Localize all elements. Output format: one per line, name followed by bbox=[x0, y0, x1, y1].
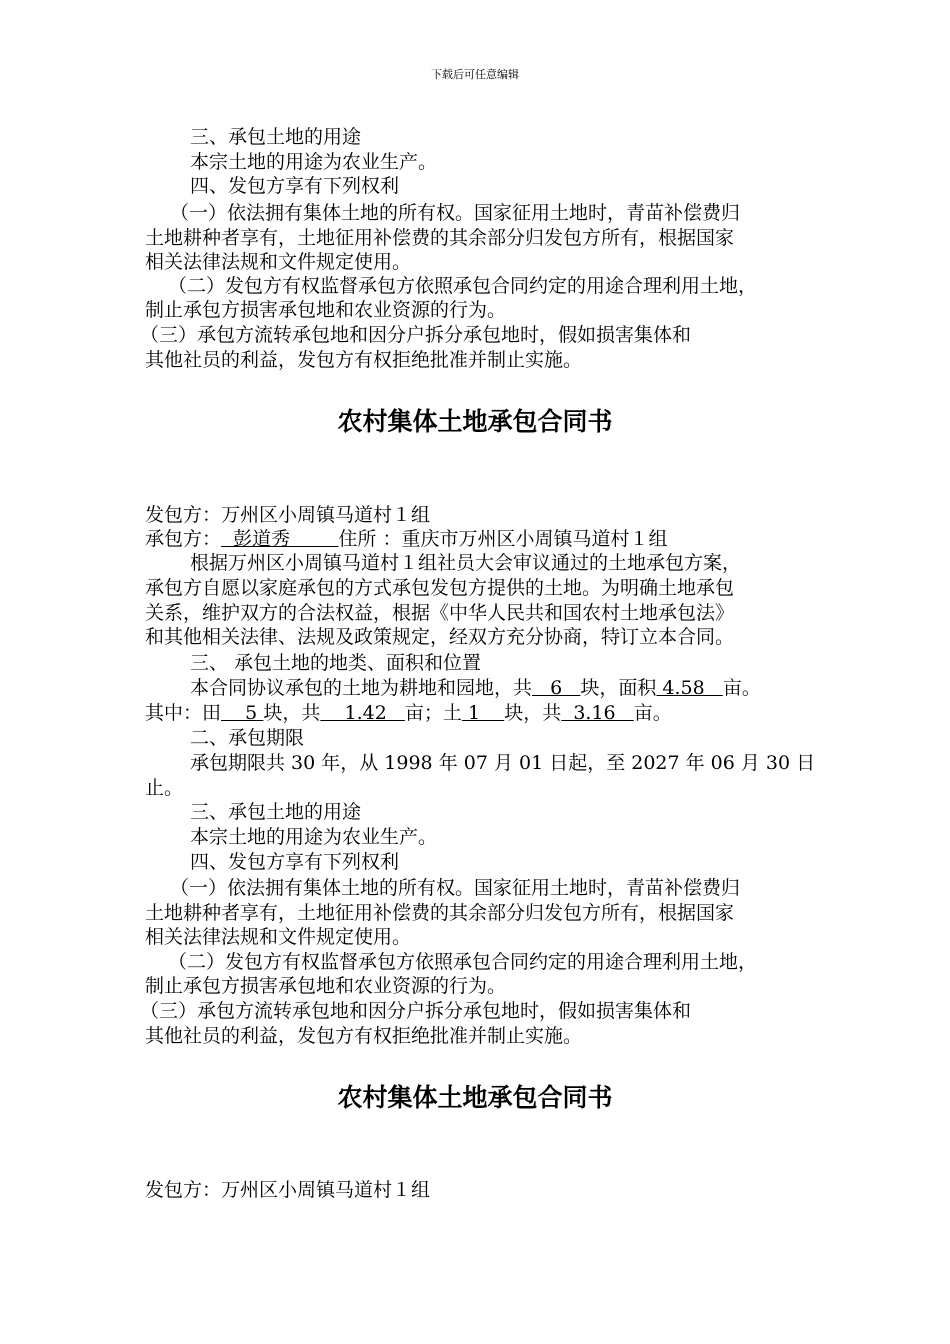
rights-item-1-line2-2: 土地耕种者享有，土地征用补偿费的其余部分归发包方所有，根据国家 bbox=[145, 902, 735, 924]
rights-item-2-line2-2: 制止承包方损害承包地和农业资源的行为。 bbox=[145, 975, 507, 997]
field-label: 其中：田 bbox=[145, 702, 222, 724]
usage-heading-2: 三、承包土地的用途 bbox=[190, 801, 362, 823]
rights-item-3-line1: （三）承包方流转承包地和因分户拆分承包地时，假如损害集体和 bbox=[140, 324, 692, 346]
term-heading: 二、承包期限 bbox=[190, 727, 305, 749]
block-count: 6 bbox=[532, 677, 581, 699]
rights-item-3-line1-2: （三）承包方流转承包地和因分户拆分承包地时，假如损害集体和 bbox=[140, 1000, 692, 1022]
rights-item-1-line1: （一）依法拥有集体土地的所有权。国家征用土地时，青苗补偿费归 bbox=[170, 202, 741, 224]
intro-line-3: 关系，维护双方的合法权益，根据《中华人民共和国农村土地承包法》 bbox=[145, 602, 735, 624]
intro-line-2: 承包方自愿以家庭承包的方式承包发包方提供的土地。为明确土地承包 bbox=[145, 577, 735, 599]
field-area-label: 块，共 bbox=[263, 702, 321, 724]
rights-item-1-line3: 相关法律法规和文件规定使用。 bbox=[145, 251, 412, 273]
contractor-line bbox=[145, 527, 667, 551]
intro-line-1: 根据万州区小周镇马道村１组社员大会审议通过的土地承包方案， bbox=[190, 552, 742, 574]
address-label: 住所 ：重庆市万州区小周镇马道村１组 bbox=[338, 528, 668, 550]
rights-item-3-line2-2: 其他社员的利益，发包方有权拒绝批准并制止实施。 bbox=[145, 1025, 583, 1047]
rights-item-2-line1-2: （二）发包方有权监督承包方依照承包合同约定的用途合理利用土地， bbox=[168, 951, 758, 973]
soil-area-label: 块，共 bbox=[504, 702, 562, 724]
rights-item-2-line2: 制止承包方损害承包地和农业资源的行为。 bbox=[145, 299, 507, 321]
rights-heading-2: 四、发包方享有下列权利 bbox=[190, 851, 400, 873]
contract-title: 农村集体土地承包合同书 bbox=[337, 407, 613, 436]
contractor-label: 承包方： bbox=[145, 528, 222, 550]
rights-heading: 四、发包方享有下列权利 bbox=[190, 175, 400, 197]
soil-area-unit: 亩。 bbox=[633, 702, 672, 724]
land-area-label: 块，面积 bbox=[580, 677, 657, 699]
term-line-1: 承包期限共 30 年，从 1998 年 07 月 01 日起，至 2027 年 06 月 30 日 bbox=[190, 752, 816, 774]
page-header-note: 下载后可任意编辑 bbox=[431, 68, 519, 81]
land-summary-line bbox=[190, 676, 761, 700]
soil-label: 亩；土 bbox=[404, 702, 462, 724]
land-heading: 三、 承包土地的地类、面积和位置 bbox=[190, 652, 482, 674]
usage-text-2: 本宗土地的用途为农业生产。 bbox=[190, 826, 438, 848]
contractor-name: 彭道秀 bbox=[221, 528, 339, 550]
land-detail-line bbox=[145, 701, 672, 725]
field-block-count: 5 bbox=[221, 702, 264, 724]
usage-heading: 三、承包土地的用途 bbox=[190, 126, 362, 148]
contract-title-2: 农村集体土地承包合同书 bbox=[337, 1083, 613, 1112]
employer-line-2: 发包方：万州区小周镇马道村１组 bbox=[145, 1179, 431, 1201]
soil-block-count: 1 bbox=[461, 702, 505, 724]
rights-item-2-line1: （二）发包方有权监督承包方依照承包合同约定的用途合理利用土地， bbox=[168, 275, 758, 297]
area-unit: 亩。 bbox=[722, 677, 761, 699]
total-area: 4.58 bbox=[656, 677, 723, 699]
term-line-2: 止。 bbox=[145, 777, 184, 799]
usage-text: 本宗土地的用途为农业生产。 bbox=[190, 151, 438, 173]
rights-item-1-line2: 土地耕种者享有，土地征用补偿费的其余部分归发包方所有，根据国家 bbox=[145, 227, 735, 249]
soil-area: 3.16 bbox=[561, 702, 634, 724]
employer-line: 发包方：万州区小周镇马道村１组 bbox=[145, 504, 431, 526]
land-summary-text: 本合同协议承包的土地为耕地和园地，共 bbox=[190, 677, 533, 699]
rights-item-3-line2: 其他社员的利益，发包方有权拒绝批准并制止实施。 bbox=[145, 349, 583, 371]
intro-line-4: 和其他相关法律、法规及政策规定，经双方充分协商，特订立本合同。 bbox=[145, 626, 735, 648]
rights-item-1-line3-2: 相关法律法规和文件规定使用。 bbox=[145, 926, 412, 948]
field-area: 1.42 bbox=[320, 702, 405, 724]
rights-item-1-line1-2: （一）依法拥有集体土地的所有权。国家征用土地时，青苗补偿费归 bbox=[170, 877, 741, 899]
